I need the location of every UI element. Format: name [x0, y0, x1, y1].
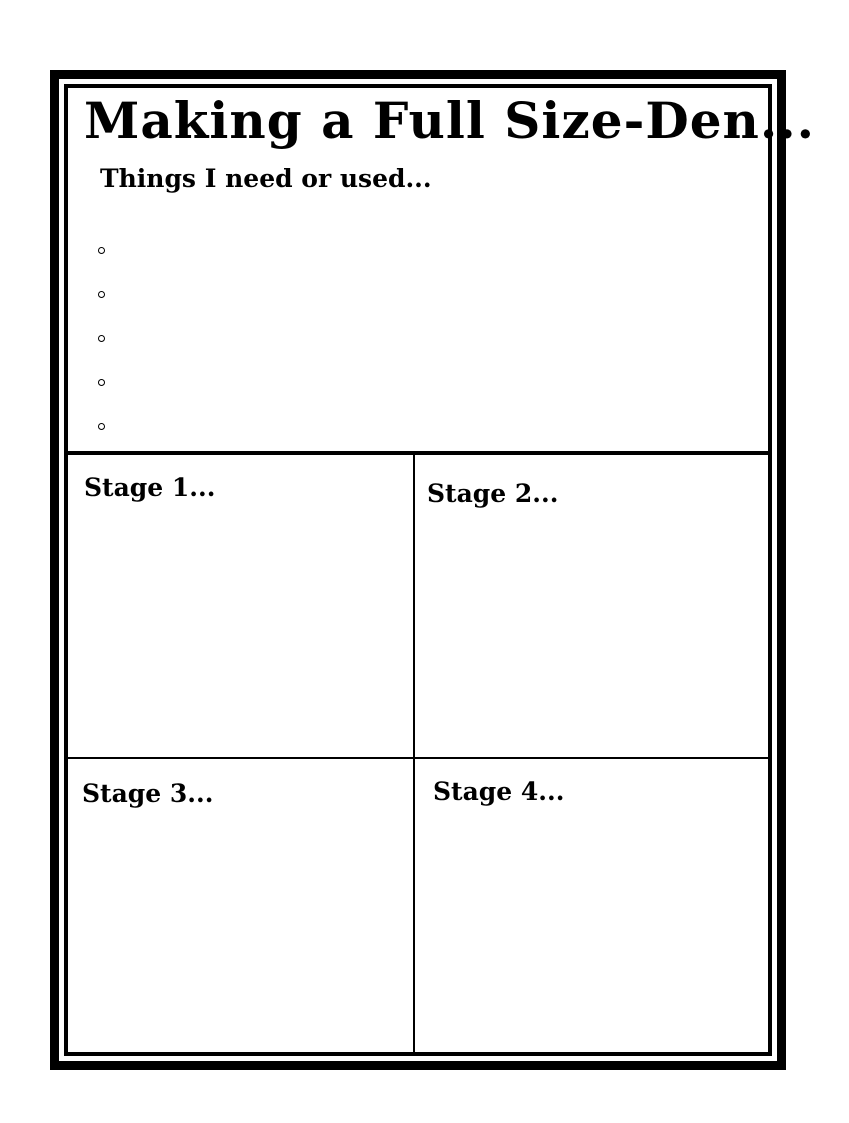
worksheet-outer-border — [50, 70, 816, 1070]
bullet-circle-icon — [98, 247, 105, 254]
stage-1-label: Stage 1... — [84, 473, 216, 502]
materials-heading: Things I need or used... — [100, 164, 432, 193]
materials-list — [98, 228, 117, 448]
materials-section — [68, 88, 816, 455]
stage-4-label: Stage 4... — [433, 777, 565, 806]
worksheet-inner-border — [64, 84, 816, 1056]
worksheet-title: Making a Full Size-Den... — [84, 91, 816, 150]
stages-grid — [68, 455, 768, 1052]
stage-3-box — [68, 759, 415, 1052]
list-item — [98, 360, 117, 404]
list-item — [98, 228, 117, 272]
bullet-circle-icon — [98, 335, 105, 342]
stage-4-box — [415, 759, 768, 1052]
list-item — [98, 272, 117, 316]
stage-1-box — [68, 455, 415, 759]
bullet-circle-icon — [98, 291, 105, 298]
bullet-circle-icon — [98, 379, 105, 386]
list-item — [98, 404, 117, 448]
list-item — [98, 316, 117, 360]
stage-3-label: Stage 3... — [82, 779, 214, 808]
bullet-circle-icon — [98, 423, 105, 430]
stage-2-label: Stage 2... — [427, 479, 559, 508]
stage-2-box — [415, 455, 768, 759]
